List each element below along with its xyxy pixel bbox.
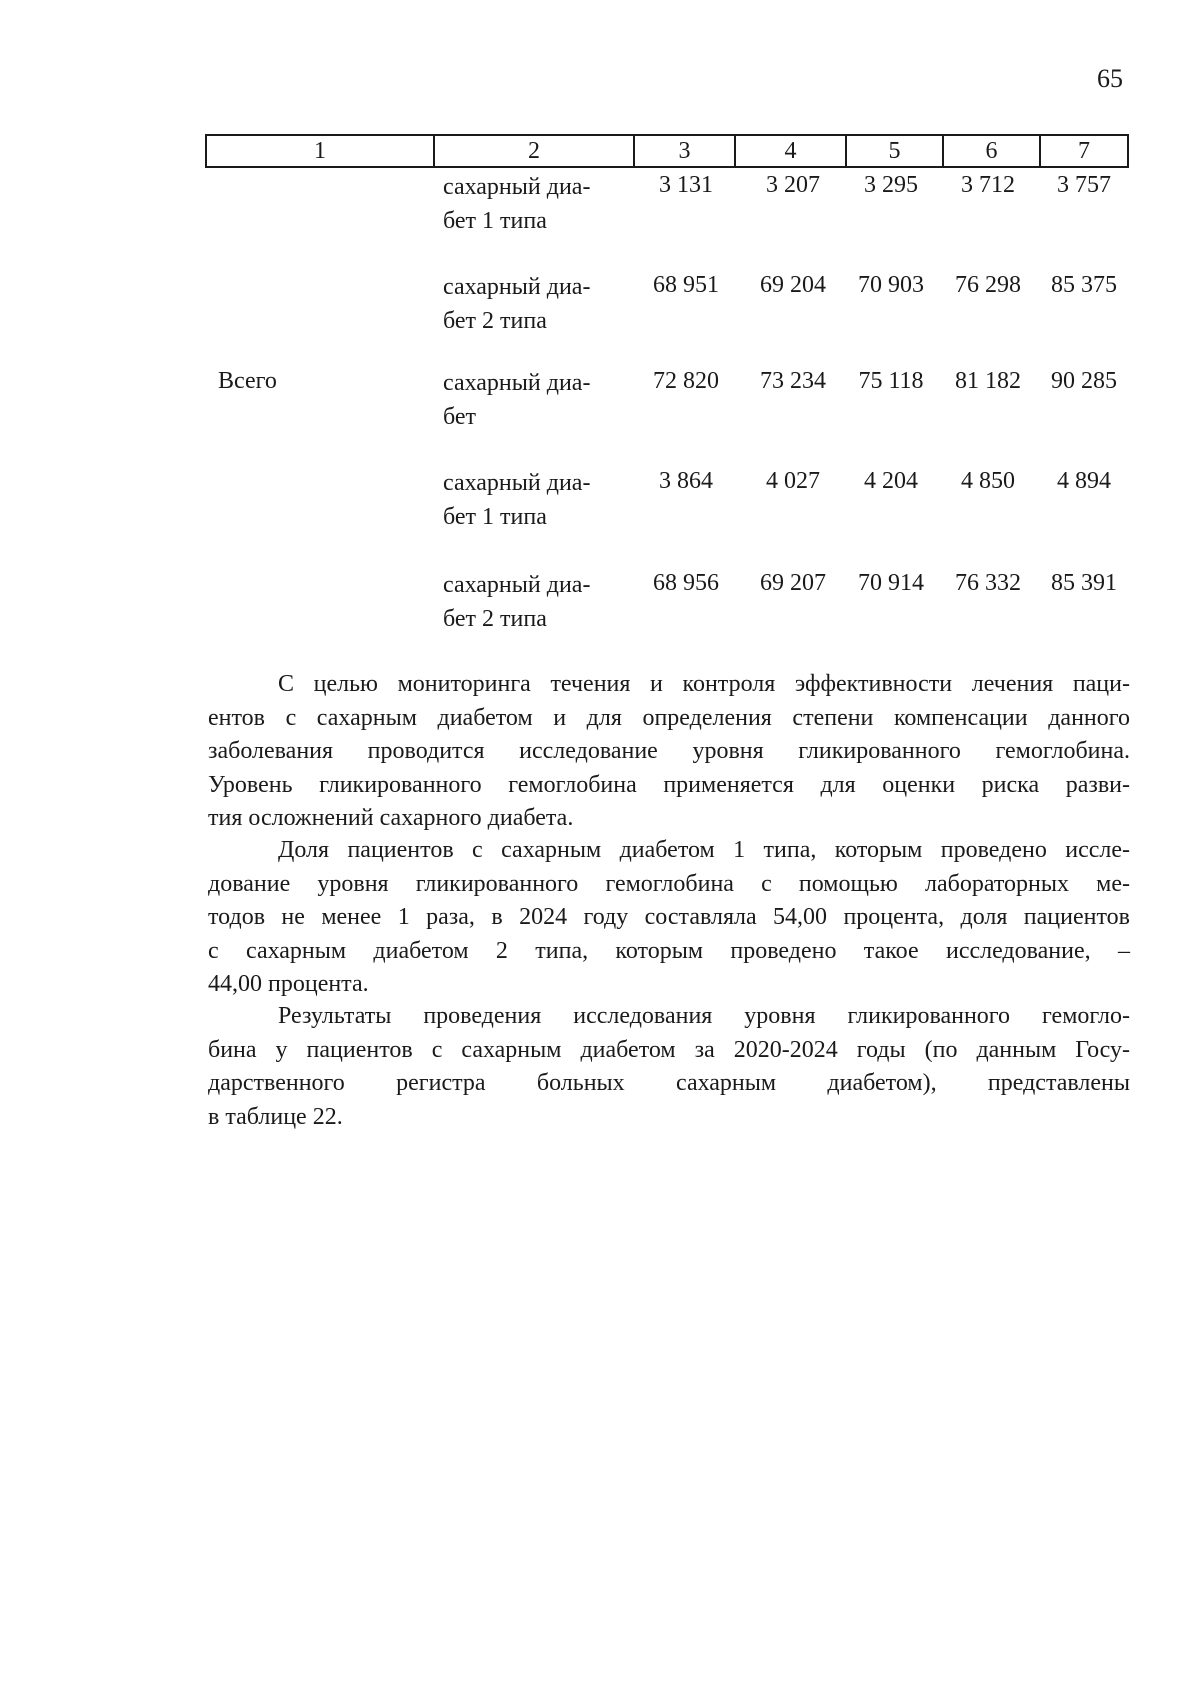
table-cell: 72 820	[653, 368, 719, 394]
table-cell: 3 131	[659, 172, 713, 198]
table-row-name: сахарный диа- бет	[443, 370, 591, 430]
table-row-name: сахарный диа- бет 2 типа	[443, 572, 591, 632]
table-cell: 69 204	[760, 272, 826, 298]
table-cell: 70 903	[858, 272, 924, 298]
table-cell: 3 757	[1057, 172, 1111, 198]
table-cell: 3 712	[961, 172, 1015, 198]
table-row-group-label: Всего	[218, 368, 277, 394]
table-cell: 3 295	[864, 172, 918, 198]
table-cell: 73 234	[760, 368, 826, 394]
page-number: 65	[1097, 64, 1123, 93]
table-cell: 3 207	[766, 172, 820, 198]
table-header-cell: 1	[314, 138, 326, 164]
table-row-name: сахарный диа- бет 2 типа	[443, 274, 591, 334]
table-header-cell: 3	[678, 138, 691, 164]
table-cell: 85 391	[1051, 570, 1117, 596]
table-cell: 68 951	[653, 272, 719, 298]
table-cell: 70 914	[858, 570, 924, 596]
table-cell: 75 118	[858, 368, 924, 394]
table-header-cell: 6	[985, 138, 998, 164]
table-cell: 69 207	[760, 570, 826, 596]
table-cell: 4 027	[766, 468, 820, 494]
table-row-name: сахарный диа- бет 1 типа	[443, 470, 591, 530]
body-paragraph: С целью мониторинга течения и контроля эффективности лечения паци- ентов с сахарным диабетом и для определения степени компенсации данного заболевания проводится исследование уровня гликированного гемоглобина. Уровень гликированного гемоглобина применяется для оценки риска разви- тия осложнений сахарного диабета.	[208, 671, 1130, 831]
body-paragraph: Результаты проведения исследования уровня гликированного гемогло- бина у пациентов с сахарным диабетом за 2020-2024 годы (по данным Госу- дарственного регистра больных сахарным диабетом), представлены в таблице 22.	[208, 1003, 1130, 1130]
table-cell: 85 375	[1051, 272, 1117, 298]
table-cell: 90 285	[1051, 368, 1117, 394]
table-header-cell: 4	[784, 138, 797, 164]
table-header-cell: 5	[888, 138, 901, 164]
table-cell: 3 864	[659, 468, 713, 494]
table-cell: 4 850	[961, 468, 1015, 494]
table-cell: 81 182	[955, 368, 1021, 394]
table-header-row	[205, 134, 1129, 168]
table-cell: 4 894	[1057, 468, 1111, 494]
body-paragraph: Доля пациентов с сахарным диабетом 1 типа, которым проведено иссле- дование уровня гликированного гемоглобина с помощью лабораторных ме- тодов не менее 1 раза, в 2024 году составляла 54,00 процента, доля пациентов с сахарным диабетом 2 типа, которым проведено такое исследование, – 44,00 процента.	[208, 837, 1130, 997]
table-header-cell: 2	[528, 138, 540, 164]
table-cell: 4 204	[864, 468, 918, 494]
table-cell: 76 298	[955, 272, 1021, 298]
table-row-name: сахарный диа- бет 1 типа	[443, 174, 591, 234]
table-cell: 76 332	[955, 570, 1021, 596]
table-cell: 68 956	[653, 570, 719, 596]
table-header-cell: 7	[1078, 138, 1090, 164]
